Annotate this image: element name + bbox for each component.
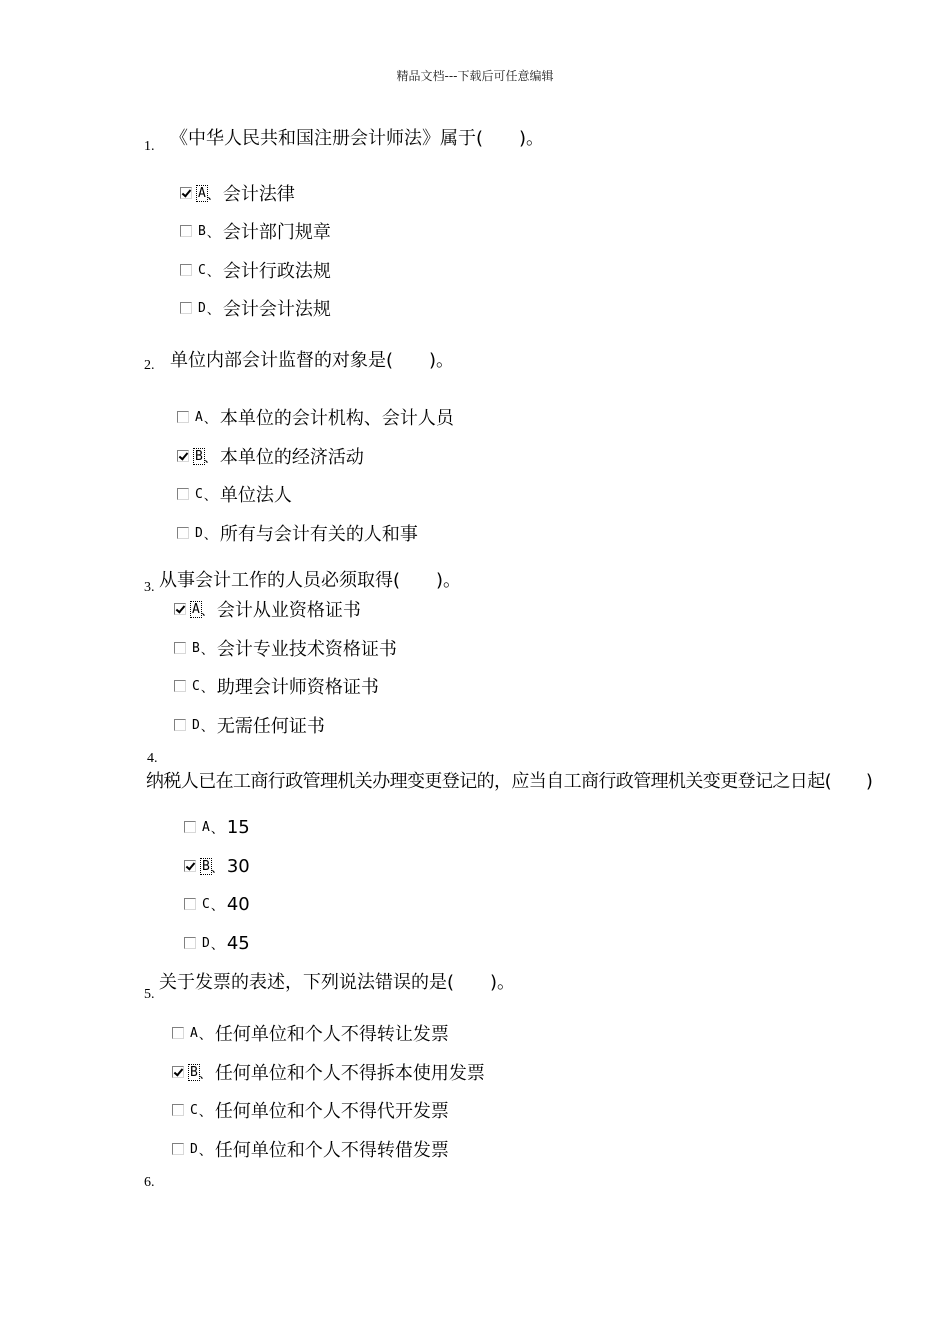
checkbox[interactable]: [177, 488, 189, 500]
answer-option[interactable]: [172, 1138, 449, 1160]
option-text: 所有与会计有关的人和事: [219, 524, 418, 545]
option-text: 会计专业技术资格证书: [216, 639, 397, 660]
option-separator: 、: [210, 860, 224, 876]
checkbox[interactable]: [172, 1104, 184, 1116]
option-separator: 、: [198, 1143, 212, 1159]
option-text: 无需任何证书: [216, 716, 325, 737]
checkbox[interactable]: [172, 1143, 184, 1155]
question-number: 1.: [144, 139, 155, 154]
option-separator: 、: [200, 680, 214, 696]
option-separator: 、: [198, 1027, 212, 1043]
option-text: 40: [226, 893, 250, 915]
answer-option[interactable]: [177, 445, 364, 467]
question-text: 关于发票的表述，下列说法错误的是( )。: [159, 972, 516, 993]
checkbox[interactable]: [174, 642, 186, 654]
checkbox[interactable]: [174, 680, 186, 692]
question-text: 纳税人已在工商行政管理机关办理变更登记的，应当自工商行政管理机关变更登记之日起( ): [146, 771, 873, 792]
option-text: 会计部门规章: [222, 222, 331, 243]
answer-option[interactable]: [180, 259, 331, 281]
option-separator: 、: [203, 527, 217, 543]
option-text: 任何单位和个人不得转借发票: [214, 1140, 449, 1161]
answer-option[interactable]: [172, 1099, 449, 1121]
option-separator: 、: [210, 937, 224, 953]
option-separator: 、: [198, 1066, 212, 1082]
answer-option[interactable]: [177, 406, 454, 428]
option-text: 会计会计法规: [222, 299, 331, 320]
option-letter: D: [198, 300, 206, 316]
answer-option[interactable]: [184, 893, 250, 915]
checkbox[interactable]: [184, 860, 196, 872]
option-letter: B: [190, 1064, 198, 1080]
option-text: 本单位的经济活动: [219, 447, 364, 468]
answer-option[interactable]: [180, 220, 331, 242]
checkbox[interactable]: [177, 450, 189, 462]
answer-option[interactable]: [177, 522, 418, 544]
answer-option[interactable]: [174, 714, 325, 736]
option-letter: B: [198, 223, 206, 239]
answer-option[interactable]: [184, 932, 250, 954]
option-text: 本单位的会计机构、会计人员: [219, 408, 454, 429]
checkbox[interactable]: [180, 302, 192, 314]
option-letter: B: [192, 640, 200, 656]
question-text: 从事会计工作的人员必须取得( )。: [159, 570, 462, 591]
option-text: 会计法律: [222, 184, 295, 205]
option-letter: D: [192, 717, 200, 733]
option-letter: D: [190, 1141, 198, 1157]
answer-option[interactable]: [172, 1061, 485, 1083]
option-letter: A: [195, 409, 203, 425]
answer-option[interactable]: [172, 1022, 449, 1044]
answer-option[interactable]: [174, 598, 361, 620]
option-separator: 、: [203, 488, 217, 504]
question-text: 单位内部会计监督的对象是( )。: [170, 350, 455, 371]
checkbox[interactable]: [180, 264, 192, 276]
option-letter: C: [195, 486, 203, 502]
option-separator: 、: [203, 411, 217, 427]
checkbox[interactable]: [172, 1027, 184, 1039]
option-letter: C: [198, 262, 206, 278]
question-number: 2.: [144, 358, 155, 373]
option-separator: 、: [200, 642, 214, 658]
question-number: 3.: [144, 580, 155, 595]
option-text: 单位法人: [219, 485, 292, 506]
option-letter: B: [195, 448, 203, 464]
answer-option[interactable]: [184, 855, 250, 877]
option-letter: C: [190, 1102, 198, 1118]
page-header: 精品文档---下载后可任意编辑: [396, 69, 554, 83]
answer-option[interactable]: [174, 637, 397, 659]
option-separator: 、: [203, 450, 217, 466]
option-text: 助理会计师资格证书: [216, 677, 379, 698]
option-letter: D: [202, 935, 210, 951]
answer-option[interactable]: [174, 675, 379, 697]
option-separator: 、: [206, 264, 220, 280]
checkbox[interactable]: [177, 411, 189, 423]
option-separator: 、: [210, 898, 224, 914]
option-separator: 、: [200, 719, 214, 735]
option-text: 15: [226, 816, 250, 838]
option-letter: A: [190, 1025, 198, 1041]
checkbox[interactable]: [184, 937, 196, 949]
option-text: 任何单位和个人不得拆本使用发票: [214, 1063, 485, 1084]
answer-option[interactable]: [180, 182, 295, 204]
option-separator: 、: [206, 187, 220, 203]
answer-option[interactable]: [180, 297, 331, 319]
option-letter: A: [192, 601, 200, 617]
option-text: 30: [226, 855, 250, 877]
checkbox[interactable]: [180, 225, 192, 237]
option-letter: A: [202, 819, 210, 835]
checkbox[interactable]: [184, 898, 196, 910]
option-separator: 、: [206, 302, 220, 318]
option-text: 45: [226, 932, 250, 954]
checkbox[interactable]: [184, 821, 196, 833]
option-letter: C: [202, 896, 210, 912]
checkbox[interactable]: [174, 603, 186, 615]
checkbox[interactable]: [174, 719, 186, 731]
question-number: 6.: [144, 1175, 155, 1190]
checkbox[interactable]: [172, 1066, 184, 1078]
question-text: 《中华人民共和国注册会计师法》属于( )。: [170, 128, 545, 149]
question-number: 5.: [144, 987, 155, 1002]
option-letter: D: [195, 525, 203, 541]
option-separator: 、: [198, 1104, 212, 1120]
checkbox[interactable]: [180, 187, 192, 199]
option-text: 任何单位和个人不得转让发票: [214, 1024, 449, 1045]
checkbox[interactable]: [177, 527, 189, 539]
answer-option[interactable]: [177, 483, 292, 505]
answer-option[interactable]: [184, 816, 250, 838]
option-separator: 、: [206, 225, 220, 241]
option-letter: B: [202, 858, 210, 874]
option-separator: 、: [200, 603, 214, 619]
option-letter: C: [192, 678, 200, 694]
option-text: 任何单位和个人不得代开发票: [214, 1101, 449, 1122]
option-text: 会计从业资格证书: [216, 600, 361, 621]
option-letter: A: [198, 185, 206, 201]
option-text: 会计行政法规: [222, 261, 331, 282]
question-number: 4.: [147, 751, 158, 766]
option-separator: 、: [210, 821, 224, 837]
